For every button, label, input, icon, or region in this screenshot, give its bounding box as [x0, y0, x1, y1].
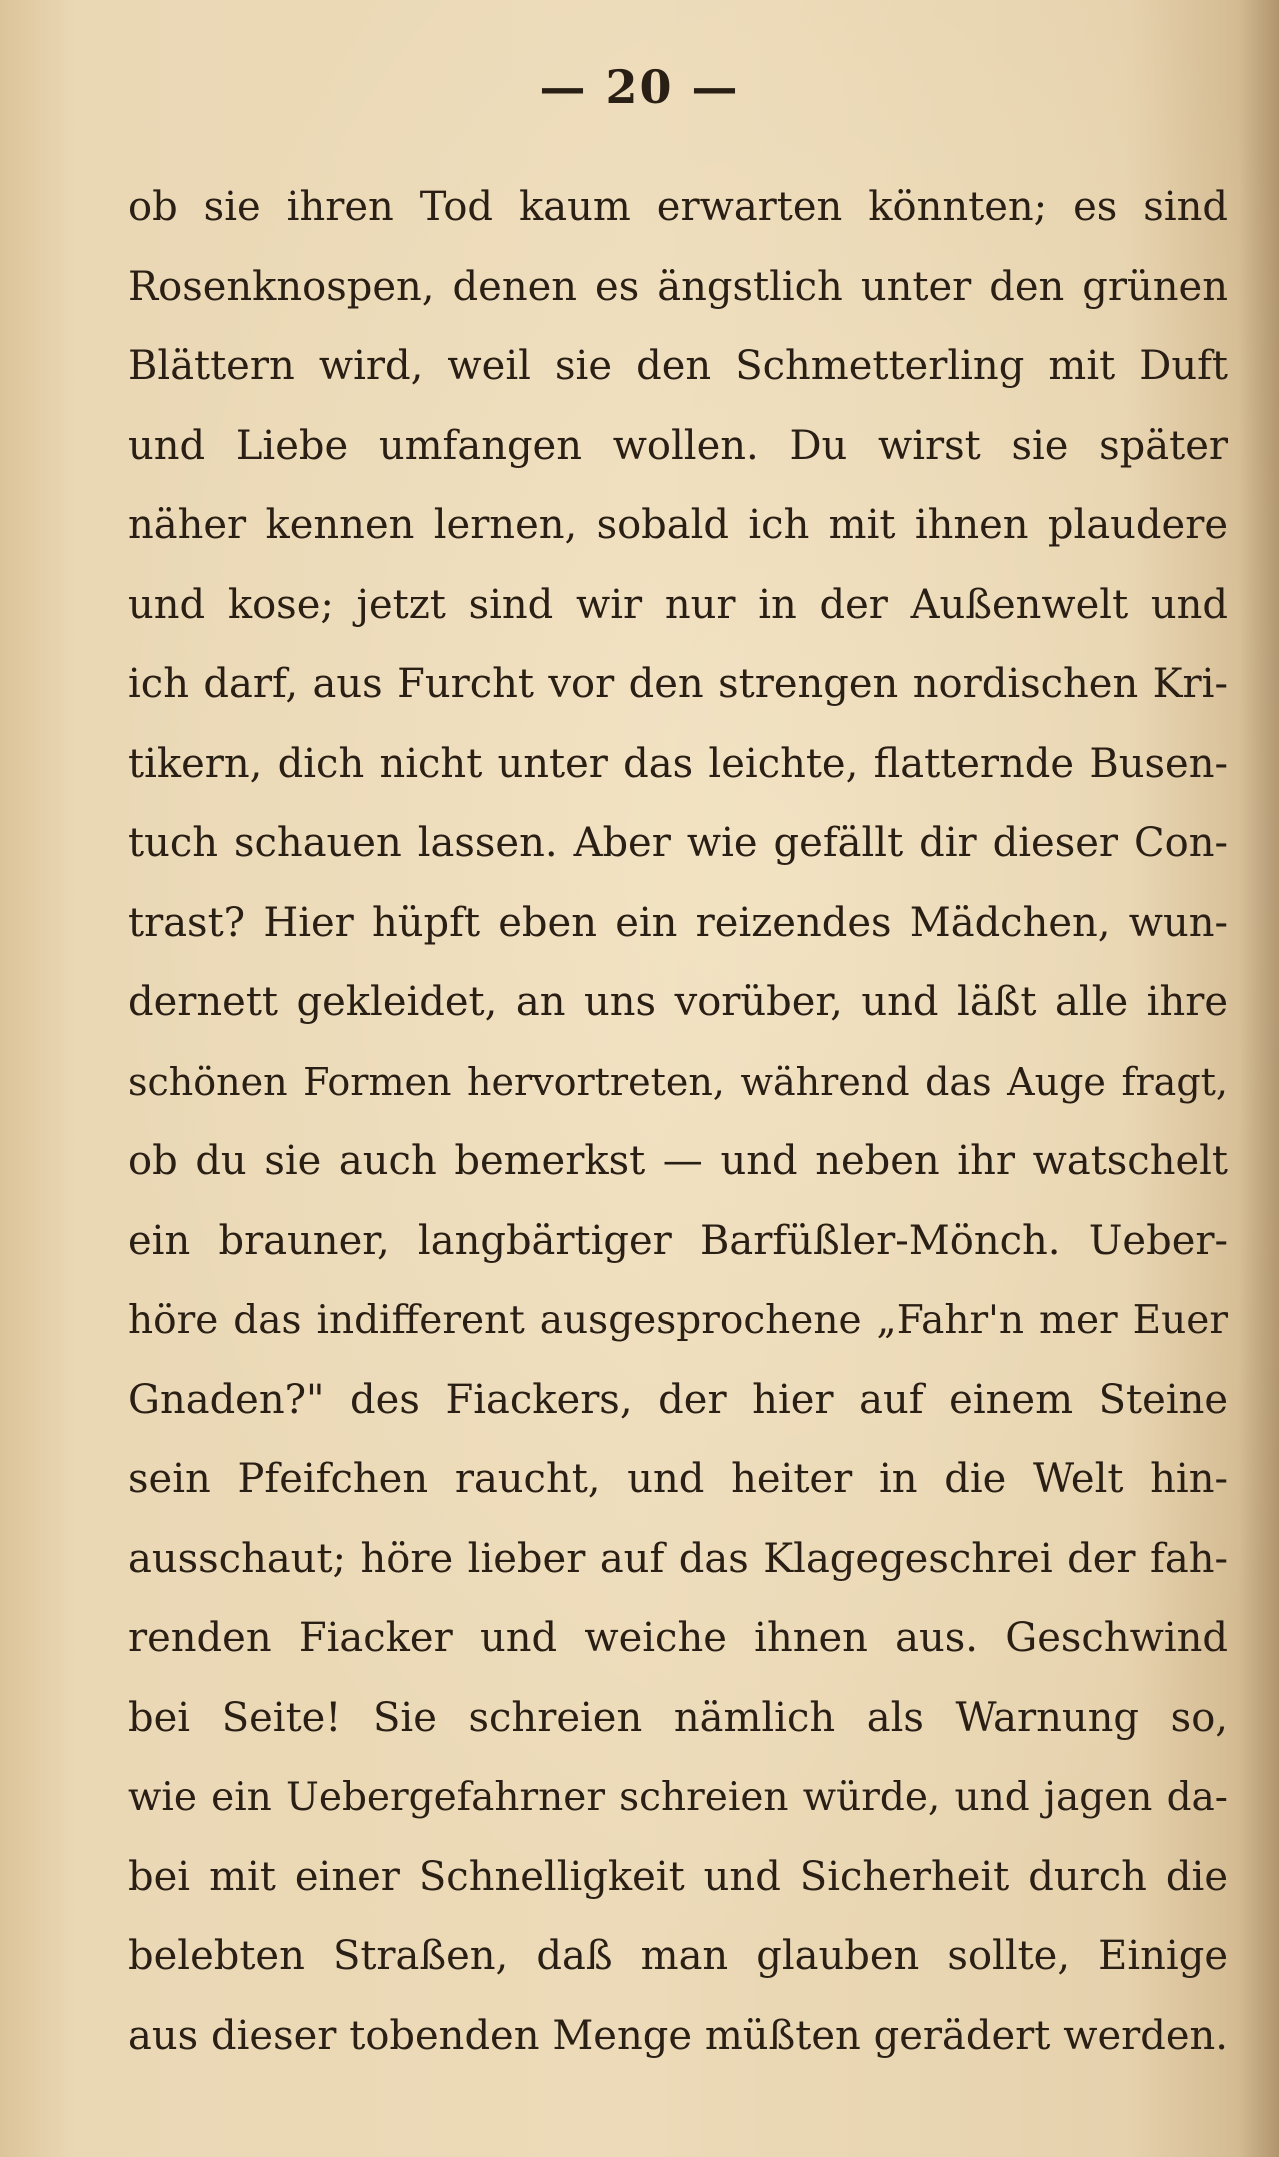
- text-line: höre das indifferent ausgesprochene „Fahr'n mer Euer: [128, 1298, 1228, 1343]
- text-line: ein brauner, langbärtiger Barfüßler-Mönch. Ueber-: [128, 1217, 1228, 1264]
- page-edge-shadow: [1239, 0, 1279, 2157]
- text-line: renden Fiacker und weiche ihnen aus. Geschwind: [128, 1615, 1228, 1661]
- text-line: trast? Hier hüpft eben ein reizendes Mädchen, wun-: [128, 899, 1228, 946]
- text-line: sein Pfeifchen raucht, und heiter in die Welt hin-: [128, 1456, 1228, 1502]
- text-line: Rosenknospen, denen es ängstlich unter den grünen: [128, 263, 1228, 310]
- text-line: näher kennen lernen, sobald ich mit ihnen plaudere: [128, 502, 1228, 548]
- text-line: aus dieser tobenden Menge müßten gerädert werden.: [128, 2012, 1228, 2059]
- text-line: wie ein Uebergefahrner schreien würde, und jagen da-: [128, 1775, 1228, 1820]
- page-number: — 20 —: [539, 60, 740, 114]
- text-line: ob du sie auch bemerkst — und neben ihr watschelt: [128, 1138, 1228, 1184]
- text-line: dernett gekleidet, an uns vorüber, und läßt alle ihre: [128, 979, 1228, 1025]
- text-line: ausschaut; höre lieber auf das Klagegeschrei der fah-: [128, 1535, 1228, 1582]
- text-line: ich darf, aus Furcht vor den strengen nordischen Kri-: [128, 661, 1228, 707]
- text-line: bei mit einer Schnelligkeit und Sicherheit durch die: [128, 1853, 1228, 1900]
- text-line: bei Seite! Sie schreien nämlich als Warnung so,: [128, 1694, 1228, 1741]
- text-line: Gnaden?" des Fiackers, der hier auf einem Steine: [128, 1376, 1228, 1423]
- text-line: ob sie ihren Tod kaum erwarten könnten; es sind: [128, 184, 1228, 230]
- body-text: [128, 168, 1228, 2076]
- text-line: tikern, dich nicht unter das leichte, flatternde Busen-: [128, 740, 1228, 787]
- text-line: belebten Straßen, daß man glauben sollte, Einige: [128, 1933, 1228, 1979]
- text-line: schönen Formen hervortreten, während das Auge fragt,: [128, 1059, 1228, 1104]
- text-line: Blättern wird, weil sie den Schmetterling mit Duft: [128, 343, 1228, 389]
- text-line: tuch schauen lassen. Aber wie gefällt dir dieser Con-: [128, 820, 1228, 866]
- text-line: und Liebe umfangen wollen. Du wirst sie später: [128, 422, 1228, 469]
- text-line: und kose; jetzt sind wir nur in der Außenwelt und: [128, 581, 1228, 628]
